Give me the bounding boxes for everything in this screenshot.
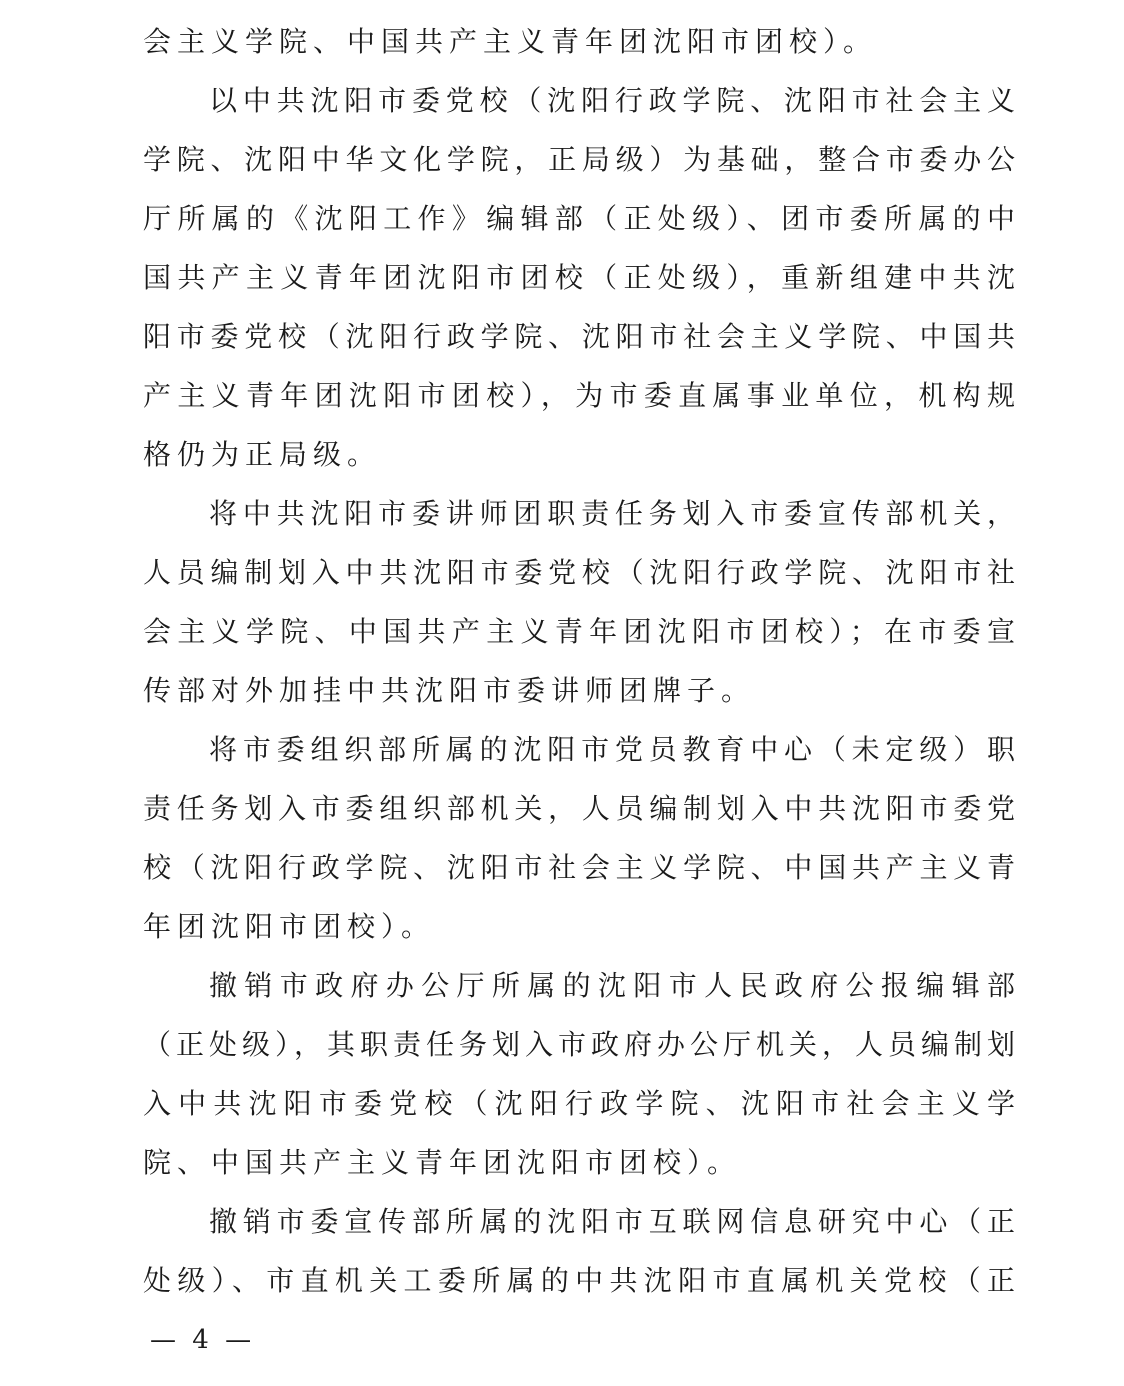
text-line: 会主义学院、中国共产主义青年团沈阳市团校）；在市委宣 [143, 615, 1015, 648]
text-line: 国共产主义青年团沈阳市团校（正处级），重新组建中共沈 [143, 261, 1015, 294]
text-line: 入中共沈阳市委党校（沈阳行政学院、沈阳市社会主义学 [143, 1087, 1015, 1120]
text-line: 院、中国共产主义青年团沈阳市团校）。 [143, 1146, 742, 1179]
text-line: 学院、沈阳中华文化学院，正局级）为基础，整合市委办公 [143, 143, 1015, 176]
text-line: 处级）、市直机关工委所属的中共沈阳市直属机关党校（正 [143, 1264, 1015, 1297]
text-line: 责任务划入市委组织部机关，人员编制划入中共沈阳市委党 [143, 792, 1015, 825]
text-line: 撤销市政府办公厅所属的沈阳市人民政府公报编辑部 [209, 969, 1015, 1002]
text-line: 传部对外加挂中共沈阳市委讲师团牌子。 [143, 674, 756, 707]
text-line: 将市委组织部所属的沈阳市党员教育中心（未定级）职 [209, 733, 1015, 766]
text-line: 将中共沈阳市委讲师团职责任务划入市委宣传部机关， [209, 497, 1015, 530]
text-line: （正处级），其职责任务划入市政府办公厅机关，人员编制划 [143, 1028, 1015, 1061]
text-line: 人员编制划入中共沈阳市委党校（沈阳行政学院、沈阳市社 [143, 556, 1015, 589]
text-line: 以中共沈阳市委党校（沈阳行政学院、沈阳市社会主义 [209, 84, 1015, 117]
text-line: 厅所属的《沈阳工作》编辑部（正处级）、团市委所属的中 [143, 202, 1015, 235]
text-line: 年团沈阳市团校）。 [143, 910, 436, 943]
text-line: 会主义学院、中国共产主义青年团沈阳市团校）。 [143, 25, 878, 58]
body-text [143, 12, 1015, 1310]
page-number: — 4 — [150, 1325, 256, 1355]
text-line: 阳市委党校（沈阳行政学院、沈阳市社会主义学院、中国共 [143, 320, 1015, 353]
text-line: 产主义青年团沈阳市团校），为市委直属事业单位，机构规 [143, 379, 1015, 412]
text-line: 格仍为正局级。 [143, 438, 382, 471]
text-line: 校（沈阳行政学院、沈阳市社会主义学院、中国共产主义青 [143, 851, 1015, 884]
text-line: 撤销市委宣传部所属的沈阳市互联网信息研究中心（正 [209, 1205, 1015, 1238]
